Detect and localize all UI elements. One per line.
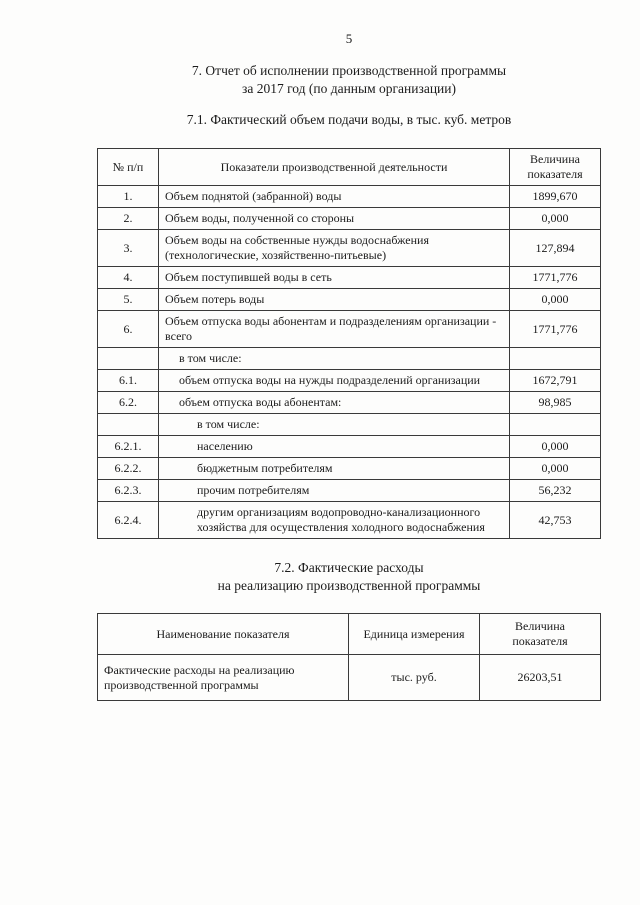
expenses-table xyxy=(97,613,601,701)
row-num: 6.1. xyxy=(98,370,159,392)
row-indicator: объем отпуска воды на нужды подразделений организации xyxy=(159,370,510,392)
row-num: 2. xyxy=(98,208,159,230)
row-value: 127,894 xyxy=(510,230,601,267)
section-7-2-title-line2: на реализацию производственной программы xyxy=(217,578,481,593)
row-value xyxy=(510,414,601,436)
row-indicator: населению xyxy=(159,436,510,458)
table-row xyxy=(98,208,601,230)
table-header-row xyxy=(98,149,601,186)
table-row xyxy=(98,655,601,701)
page-content xyxy=(97,0,601,701)
row-num: 6.2.2. xyxy=(98,458,159,480)
row-value: 26203,51 xyxy=(480,655,601,701)
row-indicator: Объем поднятой (забранной) воды xyxy=(159,186,510,208)
row-indicator: в том числе: xyxy=(159,348,510,370)
row-value: 98,985 xyxy=(510,392,601,414)
row-unit: тыс. руб. xyxy=(349,655,480,701)
table-header-row xyxy=(98,614,601,655)
row-indicator: бюджетным потребителям xyxy=(159,458,510,480)
row-num xyxy=(98,348,159,370)
table-row xyxy=(98,414,601,436)
row-value: 0,000 xyxy=(510,208,601,230)
row-value: 42,753 xyxy=(510,502,601,539)
row-value: 0,000 xyxy=(510,289,601,311)
row-indicator: объем отпуска воды абонентам: xyxy=(159,392,510,414)
row-value: 56,232 xyxy=(510,480,601,502)
row-indicator: Объем потерь воды xyxy=(159,289,510,311)
row-value: 1899,670 xyxy=(510,186,601,208)
row-indicator: другим организациям водопроводно-канализационного хозяйства для осуществления холодного водоснабжения xyxy=(159,502,510,539)
table-row xyxy=(98,392,601,414)
section-7-2-title xyxy=(97,559,601,595)
row-value: 0,000 xyxy=(510,458,601,480)
row-indicator: Объем поступившей воды в сеть xyxy=(159,267,510,289)
row-value: 1771,776 xyxy=(510,311,601,348)
section-7-title xyxy=(97,62,601,98)
header-name: Наименование показателя xyxy=(98,614,349,655)
row-indicator: прочим потребителям xyxy=(159,480,510,502)
table-row xyxy=(98,436,601,458)
header-indicator: Показатели производственной деятельности xyxy=(159,149,510,186)
row-value: 0,000 xyxy=(510,436,601,458)
row-num: 5. xyxy=(98,289,159,311)
page-number: 5 xyxy=(345,31,353,46)
table-row xyxy=(98,311,601,348)
row-num: 1. xyxy=(98,186,159,208)
table-row xyxy=(98,186,601,208)
row-value: 1771,776 xyxy=(510,267,601,289)
row-name: Фактические расходы на реализацию производственной программы xyxy=(98,655,349,701)
table-row xyxy=(98,502,601,539)
table-row xyxy=(98,458,601,480)
row-indicator: Объем отпуска воды абонентам и подразделениям организации - всего xyxy=(159,311,510,348)
table-row xyxy=(98,480,601,502)
section-7-2-title-line1: 7.2. Фактические расходы xyxy=(274,560,424,575)
row-num: 6.2.3. xyxy=(98,480,159,502)
row-num: 4. xyxy=(98,267,159,289)
table-row xyxy=(98,370,601,392)
row-num: 6.2.4. xyxy=(98,502,159,539)
section-7-title-line2: за 2017 год (по данным организации) xyxy=(242,81,456,96)
row-num xyxy=(98,414,159,436)
table-row xyxy=(98,267,601,289)
header-unit: Единица измерения xyxy=(349,614,480,655)
water-supply-table xyxy=(97,148,601,539)
section-7-title-line1: 7. Отчет об исполнении производственной программы xyxy=(191,63,507,78)
row-indicator: Объем воды на собственные нужды водоснабжения (технологические, хозяйственно-питьевые) xyxy=(159,230,510,267)
header-value: Величина показателя xyxy=(510,149,601,186)
section-7-1-subtitle: 7.1. Фактический объем подачи воды, в тыс. куб. метров xyxy=(186,112,512,127)
row-value xyxy=(510,348,601,370)
row-value: 1672,791 xyxy=(510,370,601,392)
row-indicator: Объем воды, полученной со стороны xyxy=(159,208,510,230)
row-indicator: в том числе: xyxy=(159,414,510,436)
row-num: 6.2. xyxy=(98,392,159,414)
header-num: № п/п xyxy=(98,149,159,186)
row-num: 3. xyxy=(98,230,159,267)
row-num: 6. xyxy=(98,311,159,348)
header-value: Величина показателя xyxy=(480,614,601,655)
table-row xyxy=(98,289,601,311)
row-num: 6.2.1. xyxy=(98,436,159,458)
table-row xyxy=(98,230,601,267)
table-row xyxy=(98,348,601,370)
